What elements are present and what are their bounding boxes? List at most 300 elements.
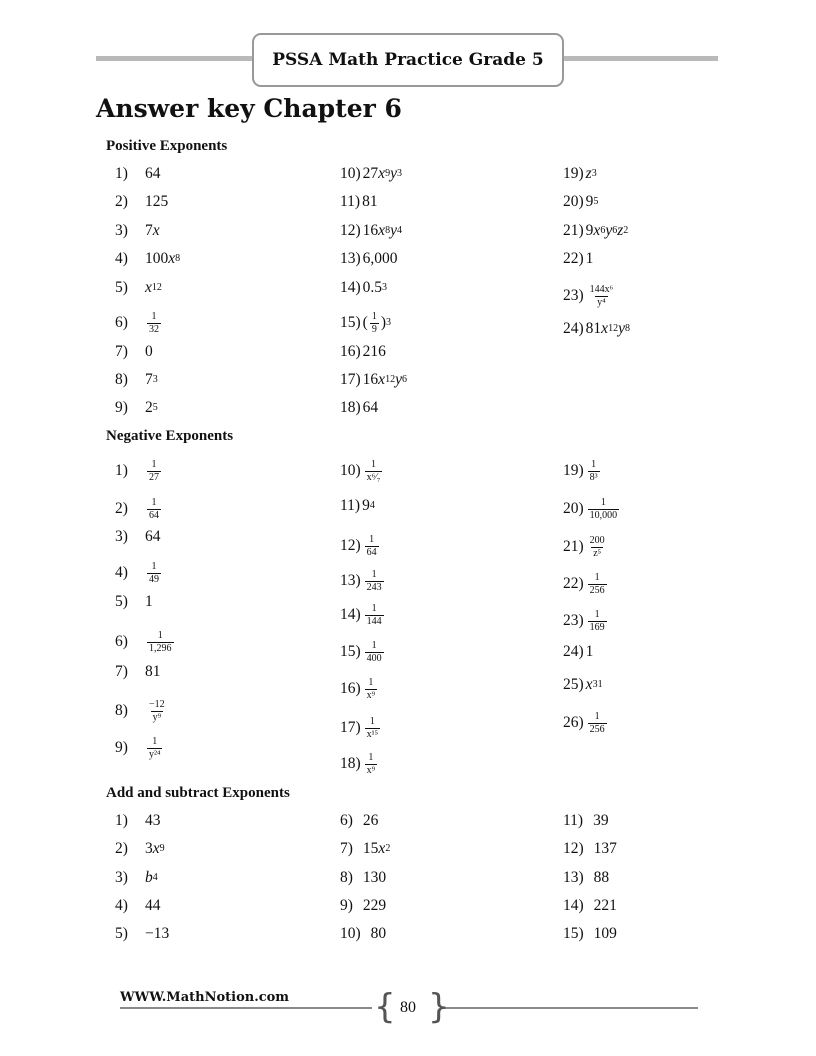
answer-item [115,812,161,830]
answer-item [563,897,617,915]
answer-value [363,677,380,701]
answer-item [563,572,609,596]
answer-value [145,925,169,943]
variable: y [390,165,397,182]
variable: y [390,222,397,239]
answer-value [145,343,153,361]
fraction-numerator: 1 [151,497,157,508]
answer-item [115,630,176,654]
answer-value [586,284,618,308]
answer-number: 11) [563,812,584,829]
answer-number: 9) [340,897,353,914]
answer-item [340,640,386,664]
answer-number: 7) [340,840,353,857]
answer-number: 12) [563,840,584,857]
answer-number: 8) [115,702,128,719]
answer-value [586,609,609,633]
answer-item [115,279,162,297]
answer-value [362,497,375,515]
answer-value [586,250,594,268]
answer-number: 26) [563,714,584,731]
fraction-numerator: 1 [371,569,377,580]
fraction-denominator: x⁹ [366,764,376,776]
answer-value [363,716,382,740]
exponent: 12 [385,374,396,385]
answer-value [145,165,161,183]
variable: z [585,165,592,182]
answer-item [115,459,163,483]
answer-value [586,497,622,521]
answer-value [145,497,163,521]
exponent: 31 [592,679,603,690]
fraction-denominator: 144 [366,615,382,627]
fraction-numerator: 1 [368,752,374,763]
variable: x [152,840,160,857]
fraction-denominator: x¹⁵ [366,728,379,740]
fraction-denominator: z⁵ [593,547,602,559]
fraction [588,497,620,521]
answer-text: 27 [362,165,379,182]
fraction [588,711,607,735]
answer-value [145,561,163,585]
answer-value [145,593,153,611]
answer-text: 16 [362,222,379,239]
section-title: Positive Exponents [106,138,228,154]
answer-number: 23) [563,287,584,304]
answer-number: 3) [115,869,128,886]
answer-number: 10) [340,462,361,479]
exponent: 9 [385,168,391,179]
fraction-denominator: 400 [366,652,382,664]
variable: y [618,320,625,337]
answer-value [145,630,176,654]
exponent: 6 [401,374,407,385]
answer-value [145,371,158,389]
answer-value [586,711,609,735]
exponent: 12 [151,282,162,293]
answer-item [563,643,593,661]
fraction-numerator: 1 [157,630,163,641]
answer-value [586,459,602,483]
answer-number: 5) [115,279,128,296]
answer-text: 26 [362,812,379,829]
fraction [147,699,167,723]
answer-item [340,250,398,268]
answer-number: 17) [340,371,361,388]
page-title: Answer key Chapter 6 [96,94,402,123]
answer-number: 5) [115,925,128,942]
answer-text: 81 [585,320,602,337]
answer-item [340,603,386,627]
answer-item [115,343,153,361]
answer-text: 15 [362,840,379,857]
answer-value [145,528,161,546]
answer-number: 4) [115,897,128,914]
answer-value [586,535,609,559]
answer-number: 12) [340,222,361,239]
answer-item [115,897,161,915]
answer-text: 109 [593,925,617,942]
answer-item [115,736,164,760]
answer-value [362,193,378,211]
answer-item [563,459,602,483]
fraction-denominator: 256 [589,584,605,596]
answer-value [145,869,158,887]
answer-text: 1 [585,643,594,660]
answer-number: 9) [115,739,128,756]
answer-text: 3 [145,840,153,857]
answer-number: 4) [115,564,128,581]
answer-item [340,925,386,943]
answer-item [340,497,375,515]
answer-number: 13) [563,869,584,886]
exponent: 3 [591,168,597,179]
answer-text: 2 [145,399,153,416]
answer-item [340,840,390,858]
answer-value [593,812,609,830]
fraction [147,497,161,521]
fraction-denominator: x⁶⁄₇ [366,471,381,483]
fraction-denominator: 9 [371,323,377,335]
exponent: 6 [600,225,606,236]
answer-item [115,593,153,611]
answer-value [363,752,380,776]
answer-value [363,371,407,389]
answer-number: 24) [563,320,584,337]
answer-item [340,343,386,361]
exponent: 8 [624,323,630,334]
answer-item [115,311,163,335]
answer-item [115,528,161,546]
fraction-numerator: 200 [589,535,605,546]
answer-item [563,497,621,521]
fraction [147,459,161,483]
fraction-numerator: 1 [151,561,157,572]
answer-item [340,569,386,593]
answer-number: 8) [115,371,128,388]
answer-number: 22) [563,575,584,592]
answer-value [145,279,162,297]
answer-number: 13) [340,250,361,267]
answer-item [115,497,163,521]
answer-value [594,897,617,915]
answer-text: 221 [593,897,617,914]
fraction-denominator: y⁴ [597,296,606,308]
fraction-denominator: 49 [149,573,159,585]
answer-number: 2) [115,840,128,857]
fraction-numerator: 1 [371,459,376,470]
exponent: 9 [159,843,165,854]
answer-text: 6,000 [362,250,398,267]
exponent: 5 [593,196,599,207]
exponent: 3 [386,317,392,328]
answer-number: 7) [115,343,128,360]
answer-number: 1) [115,165,128,182]
answer-text: 1 [145,593,153,610]
answer-number: 10) [340,925,361,942]
answer-number: 16) [340,343,361,360]
fraction [147,311,161,335]
answer-item [115,250,180,268]
fraction [588,609,607,633]
answer-item [563,193,598,211]
variable: x [378,222,386,239]
section-title: Negative Exponents [106,428,234,444]
fraction-numerator: 1 [152,736,158,747]
exponent: 6 [612,225,618,236]
answer-item [115,371,158,389]
fraction [365,752,378,776]
answer-item [340,869,386,887]
answer-value [363,812,379,830]
answer-value [363,250,398,268]
answer-text: 216 [362,343,386,360]
header-title: PSSA Math Practice Grade 5 [272,50,544,70]
fraction-denominator: 256 [589,723,605,735]
exponent: 4 [396,225,402,236]
answer-number: 7) [115,663,128,680]
fraction [588,284,616,308]
answer-number: 9) [115,399,128,416]
answer-item [340,716,382,740]
fraction [365,716,380,740]
answer-value [145,699,169,723]
variable: x [378,165,386,182]
answer-text: 81 [362,193,378,210]
answer-value [363,569,386,593]
answer-item [340,752,379,776]
variable: b [145,869,153,886]
fraction [365,677,378,701]
variable: x [168,250,176,267]
fraction [365,640,384,664]
answer-number: 18) [340,755,361,772]
answer-number: 15) [340,314,361,331]
answer-number: 21) [563,538,584,555]
answer-number: 15) [340,643,361,660]
answer-number: 14) [563,897,584,914]
answer-item [340,371,407,389]
answer-item [340,165,402,183]
answer-value [586,320,630,338]
fraction-numerator: 1 [151,459,157,470]
answer-text: 39 [593,812,609,829]
fraction-numerator: −12 [149,699,165,710]
answer-number: 4) [115,250,128,267]
answer-item [115,869,158,887]
answer-number: 3) [115,222,128,239]
answer-number: 2) [115,500,128,517]
footer-rule-left [120,1007,372,1009]
answer-number: 16) [340,680,361,697]
answer-number: 1) [115,812,128,829]
answer-number: 5) [115,593,128,610]
fraction-numerator: 1 [600,497,606,508]
answer-text: 0 [145,343,153,360]
answer-text: 9 [585,222,594,239]
answer-item [563,320,630,338]
answer-item [563,165,597,183]
answer-value [586,676,603,694]
answer-item [563,250,593,268]
fraction-denominator: 1,296 [149,642,172,654]
answer-value [363,534,381,558]
fraction-denominator: y²⁴ [149,748,161,760]
fraction [370,311,379,335]
answer-item [563,869,609,887]
answer-item [115,663,161,681]
answer-value [145,812,161,830]
answer-item [340,222,402,240]
section-title: Add and subtract Exponents [106,785,290,801]
fraction-numerator: 1 [368,677,374,688]
answer-value [145,222,160,240]
answer-item [115,399,158,417]
answer-text: 44 [145,897,161,914]
answer-number: 10) [340,165,361,182]
answer-item [563,609,609,633]
variable: z [617,222,624,239]
answer-item [563,925,617,943]
exponent: 12 [608,323,619,334]
fraction-numerator: 1 [371,603,377,614]
answer-number: 25) [563,676,584,693]
variable: y [605,222,613,239]
answer-value [363,869,386,887]
answer-text: 64 [145,528,161,545]
answer-value [363,222,402,240]
answer-number: 20) [563,500,584,517]
fraction-denominator: 8³ [589,471,598,483]
answer-value [145,459,163,483]
answer-value [363,459,385,483]
fraction-numerator: 1 [371,640,377,651]
answer-item [115,165,161,183]
answer-value [363,603,386,627]
answer-value [586,222,629,240]
answer-text: 16 [362,371,379,388]
answer-value [363,897,386,915]
answer-number: 6) [340,812,353,829]
exponent: 4 [369,500,375,511]
fraction [147,736,162,760]
answer-number: 11) [340,497,361,514]
answer-number: 14) [340,279,361,296]
fraction [588,459,600,483]
fraction-denominator: 64 [366,546,377,558]
fraction [588,535,607,559]
fraction-numerator: 1 [369,534,375,545]
answer-item [340,812,378,830]
answer-number: 23) [563,612,584,629]
answer-item [340,459,384,483]
fraction-denominator: 243 [366,581,382,593]
right-brace-icon: } [428,987,450,1027]
answer-number: 22) [563,250,584,267]
answer-item [115,193,168,211]
answer-text: 125 [145,193,169,210]
answer-value [145,193,168,211]
answer-number: 6) [115,314,128,331]
answer-item [563,284,617,308]
answer-value [145,250,180,268]
answer-value [363,343,386,361]
answer-number: 17) [340,719,361,736]
answer-value [145,311,163,335]
answer-item [115,222,160,240]
answer-value [145,399,158,417]
answer-text: ( [362,314,368,331]
exponent: 2 [385,843,391,854]
answer-text: 100 [145,250,169,267]
left-brace-icon: { [374,987,396,1027]
answer-value [586,165,597,183]
exponent: 8 [385,225,391,236]
fraction-numerator: 1 [371,311,377,322]
answer-text: 9 [585,193,594,210]
variable: x [145,279,152,296]
answer-item [563,711,609,735]
fraction-denominator: 10,000 [589,509,618,521]
answer-item [563,222,628,240]
answer-text: 7 [145,222,153,239]
answer-item [115,925,169,943]
answer-text: 9 [362,497,370,514]
answer-value [363,279,387,297]
fraction [365,569,384,593]
exponent: 3 [396,168,402,179]
fraction [365,534,379,558]
answer-value [145,736,164,760]
answer-number: 14) [340,606,361,623]
answer-item [340,311,391,335]
answer-value [363,399,379,417]
answer-text: 80 [370,925,387,942]
fraction-denominator: 32 [149,323,159,335]
answer-number: 19) [563,165,584,182]
answer-value [363,311,391,335]
fraction [147,630,174,654]
answer-number: 2) [115,193,128,210]
answer-number: 13) [340,572,361,589]
answer-value [594,925,617,943]
fraction-numerator: 1 [594,711,600,722]
answer-text: 1 [585,250,594,267]
answer-value [371,925,387,943]
answer-item [115,561,163,585]
header-rule-left [96,56,252,61]
answer-number: 21) [563,222,584,239]
fraction [147,561,161,585]
exponent: 8 [175,253,181,264]
answer-number: 15) [563,925,584,942]
fraction-numerator: 1 [151,311,157,322]
answer-text: 0.5 [362,279,383,296]
exponent: 4 [152,872,158,883]
fraction-numerator: 1 [594,609,600,620]
page-number: 80 [400,999,416,1016]
answer-number: 8) [340,869,353,886]
answer-value [586,643,594,661]
exponent: 2 [623,225,629,236]
variable: x [585,676,593,693]
answer-text: 7 [145,371,153,388]
answer-number: 1) [115,462,128,479]
answer-value [586,193,599,211]
answer-text: 81 [145,663,161,680]
variable: x [152,222,160,239]
fraction-denominator: 64 [149,509,159,521]
